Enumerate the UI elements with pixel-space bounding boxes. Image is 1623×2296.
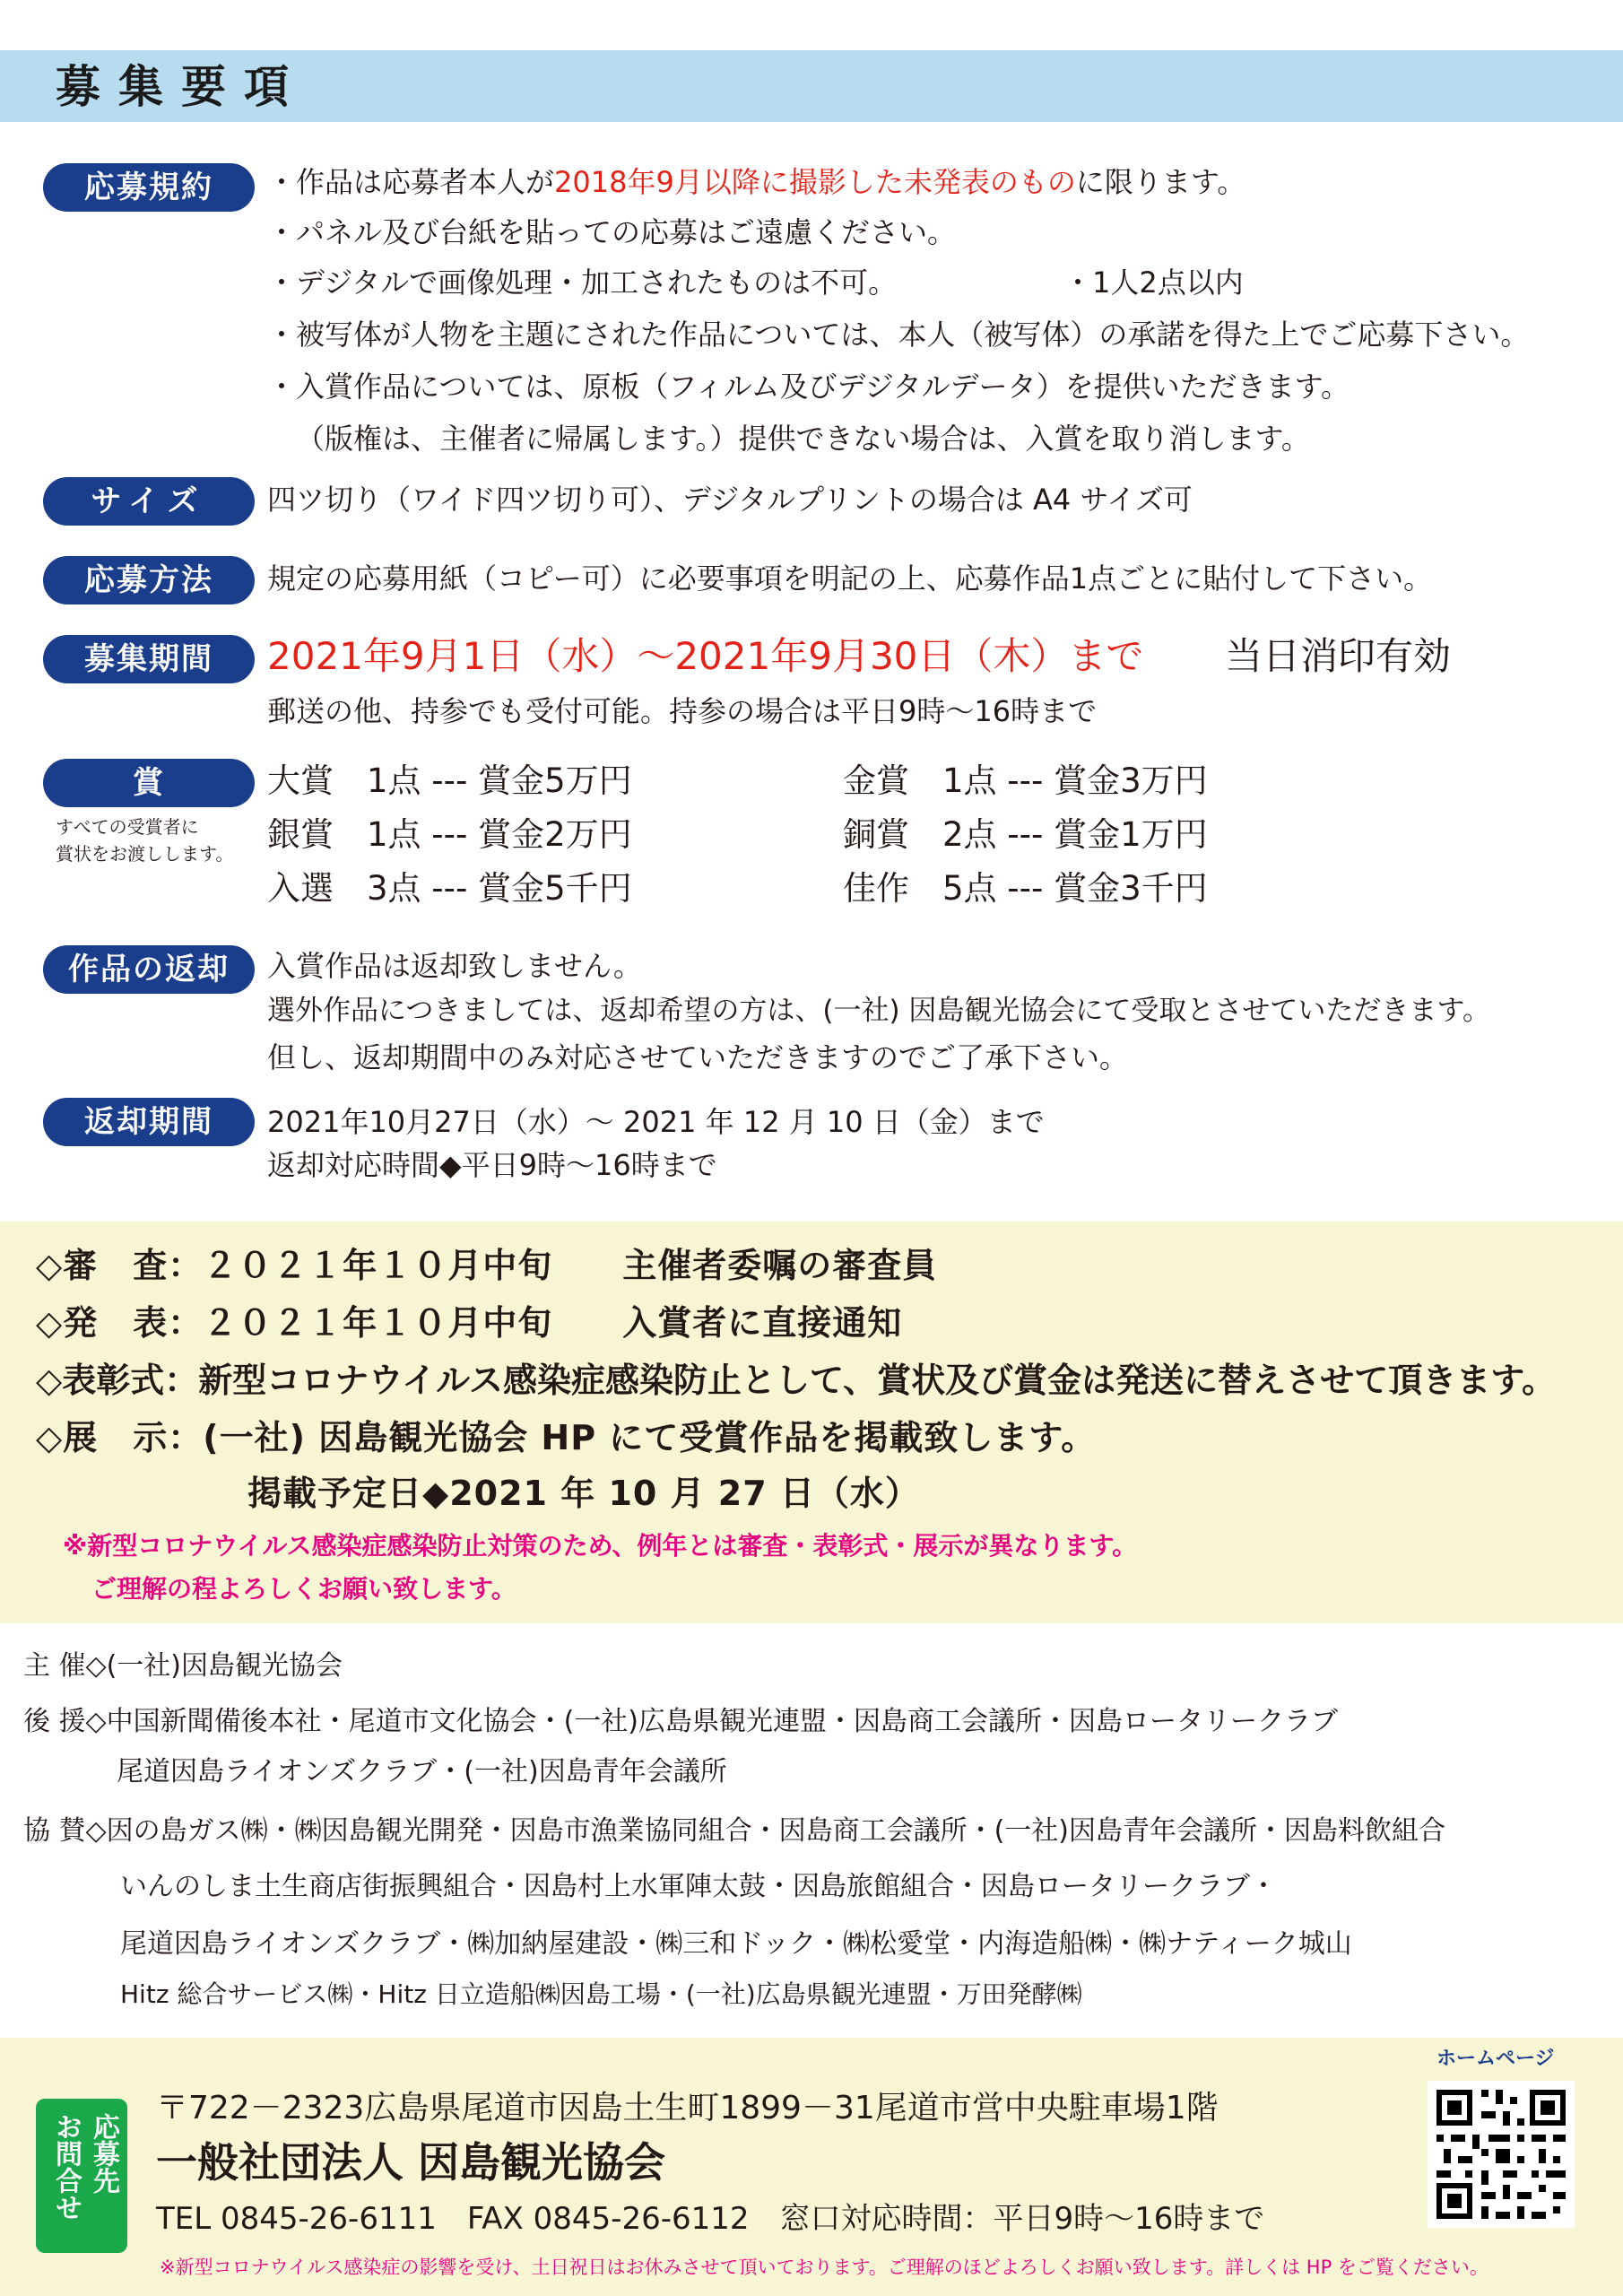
rules-highlight: 2018年9月以降に撮影した未発表のもの	[554, 165, 1076, 199]
prizes-label: 賞	[43, 759, 255, 807]
return-label: 作品の返却	[43, 945, 255, 994]
support-line-2: 尾道因島ライオンズクラブ・(一社)因島青年会議所	[117, 1756, 727, 1787]
notice-announcement: ◇発 表：２０２１年１０月中旬 入賞者に直接通知	[36, 1303, 903, 1343]
notice-ceremony: ◇表彰式：新型コロナウイルス感染症感染防止として、賞状及び賞金は発送に替えさせて頂きます。	[36, 1361, 1557, 1400]
prize-item: 銅賞 2点 --- 賞金1万円	[843, 815, 1208, 854]
support-line-1: 後 援◇中国新聞備後本社・尾道市文化協会・(一社)広島県観光連盟・因島商工会議所・因島ロータリークラブ	[23, 1706, 1339, 1737]
page-title: 募集要項	[56, 61, 307, 113]
size-text: 四ツ切り（ワイド四ツ切り可）、デジタルプリントの場合は A4 サイズ可	[267, 483, 1193, 517]
rules-line-1: ・作品は応募者本人が2018年9月以降に撮影した未発表のものに限ります。	[267, 165, 1246, 199]
footer-contact: TEL 0845-26-6111 FAX 0845-26-6112 窓口対応時間：平日9時～16時まで	[156, 2201, 1265, 2237]
period-postmark: 当日消印有効	[1225, 634, 1452, 678]
rules-line-3: ・デジタルで画像処理・加工されたものは不可。	[267, 265, 898, 300]
period-label: 募集期間	[43, 635, 255, 683]
prize-item: 入選 3点 --- 賞金5千円	[267, 869, 632, 908]
contact-badge-col-2: お問合せ	[50, 2113, 82, 2221]
return-line-2: 選外作品につきましては、返却希望の方は、(一社) 因島観光協会にて受取とさせていただきます。	[267, 995, 1490, 1027]
rules-line-4: ・被写体が人物を主題にされた作品については、本人（被写体）の承諾を得た上でご応募下さい。	[267, 317, 1530, 352]
contact-badge	[36, 2099, 127, 2253]
rules-label: 応募規約	[43, 163, 255, 212]
return-line-1: 入賞作品は返却致しません。	[267, 949, 642, 983]
contact-badge-col-1: 応募先	[88, 2113, 119, 2194]
return-period-line-1: 2021年10月27日（水）～ 2021 年 12 月 10 日（金）まで	[267, 1105, 1045, 1139]
method-label: 応募方法	[43, 556, 255, 604]
footer-org-name: 一般社団法人 因島観光協会	[156, 2138, 666, 2187]
period-dates: 2021年9月1日（水）～2021年9月30日（木）まで	[267, 634, 1144, 678]
prizes-note-1: すべての受賞者に	[56, 816, 199, 838]
prize-item: 銀賞 1点 --- 賞金2万円	[267, 815, 632, 854]
rules-line-3-extra: ・1人2点以内	[1063, 265, 1244, 300]
notice-judging: ◇審 査：２０２１年１０月中旬 主催者委嘱の審査員	[36, 1246, 938, 1285]
notice-exhibition: ◇展 示：(一社) 因島観光協会 HP にて受賞作品を掲載致します。	[36, 1418, 1097, 1457]
sponsor-line-3: 尾道因島ライオンズクラブ・㈱加納屋建設・㈱三和ドック・㈱松愛堂・内海造船㈱・㈱ナティーク城山	[120, 1928, 1352, 1960]
size-label: サイズ	[43, 477, 255, 526]
sponsor-line-2: いんのしま土生商店街振興組合・因島村上水軍陣太鼓・因島旅館組合・因島ロータリークラブ・	[120, 1871, 1277, 1902]
return-period-label: 返却期間	[43, 1098, 255, 1146]
notice-publish-date: 掲載予定日◆2021 年 10 月 27 日（水）	[247, 1474, 920, 1513]
notice-red-1: ※新型コロナウイルス感染症感染防止対策のため、例年とは審査・表彰式・展示が異なります。	[63, 1531, 1138, 1561]
prize-item: 大賞 1点 --- 賞金5万円	[267, 761, 632, 800]
period-note: 郵送の他、持参でも受付可能。持参の場合は平日9時～16時まで	[267, 694, 1098, 728]
homepage-label: ホームページ	[1436, 2048, 1555, 2070]
rules-line-2: ・パネル及び台紙を貼っての応募はご遠慮ください。	[267, 215, 957, 249]
qr-code-icon[interactable]	[1428, 2081, 1575, 2228]
method-text: 規定の応募用紙（コピー可）に必要事項を明記の上、応募作品1点ごとに貼付して下さい。	[267, 561, 1433, 596]
notice-red-2: ご理解の程よろしくお願い致します。	[91, 1574, 516, 1604]
footer-address: 〒722－2323広島県尾道市因島土生町1899－31尾道市営中央駐車場1階	[156, 2090, 1219, 2126]
footer-note: ※新型コロナウイルス感染症の影響を受け、土日祝日はお休みさせて頂いております。ご理解のほどよろしくお願い致します。詳しくは HP をご覧ください。	[160, 2257, 1488, 2278]
return-line-3: 但し、返却期間中のみ対応させていただきますのでご了承下さい。	[267, 1040, 1129, 1074]
return-period-line-2: 返却対応時間◆平日9時～16時まで	[267, 1148, 717, 1182]
host-line: 主 催◇(一社)因島観光協会	[23, 1650, 343, 1682]
rules-line-6: （版権は、主催者に帰属します。）提供できない場合は、入賞を取り消します。	[296, 422, 1310, 456]
sponsor-line-4: Hitz 総合サービス㈱・Hitz 日立造船㈱因島工場・(一社)広島県観光連盟・万田発酵㈱	[120, 1979, 1082, 2009]
prizes-note-2: 賞状をお渡しします。	[56, 843, 234, 865]
sponsor-line-1: 協 賛◇因の島ガス㈱・㈱因島観光開発・因島市漁業協同組合・因島商工会議所・(一社)因島青年会議所・因島料飲組合	[23, 1815, 1446, 1847]
rules-line-5: ・入賞作品については、原板（フィルム及びデジタルデータ）を提供いただきます。	[267, 370, 1350, 404]
prize-item: 佳作 5点 --- 賞金3千円	[843, 869, 1208, 908]
prize-item: 金賞 1点 --- 賞金3万円	[843, 761, 1208, 800]
